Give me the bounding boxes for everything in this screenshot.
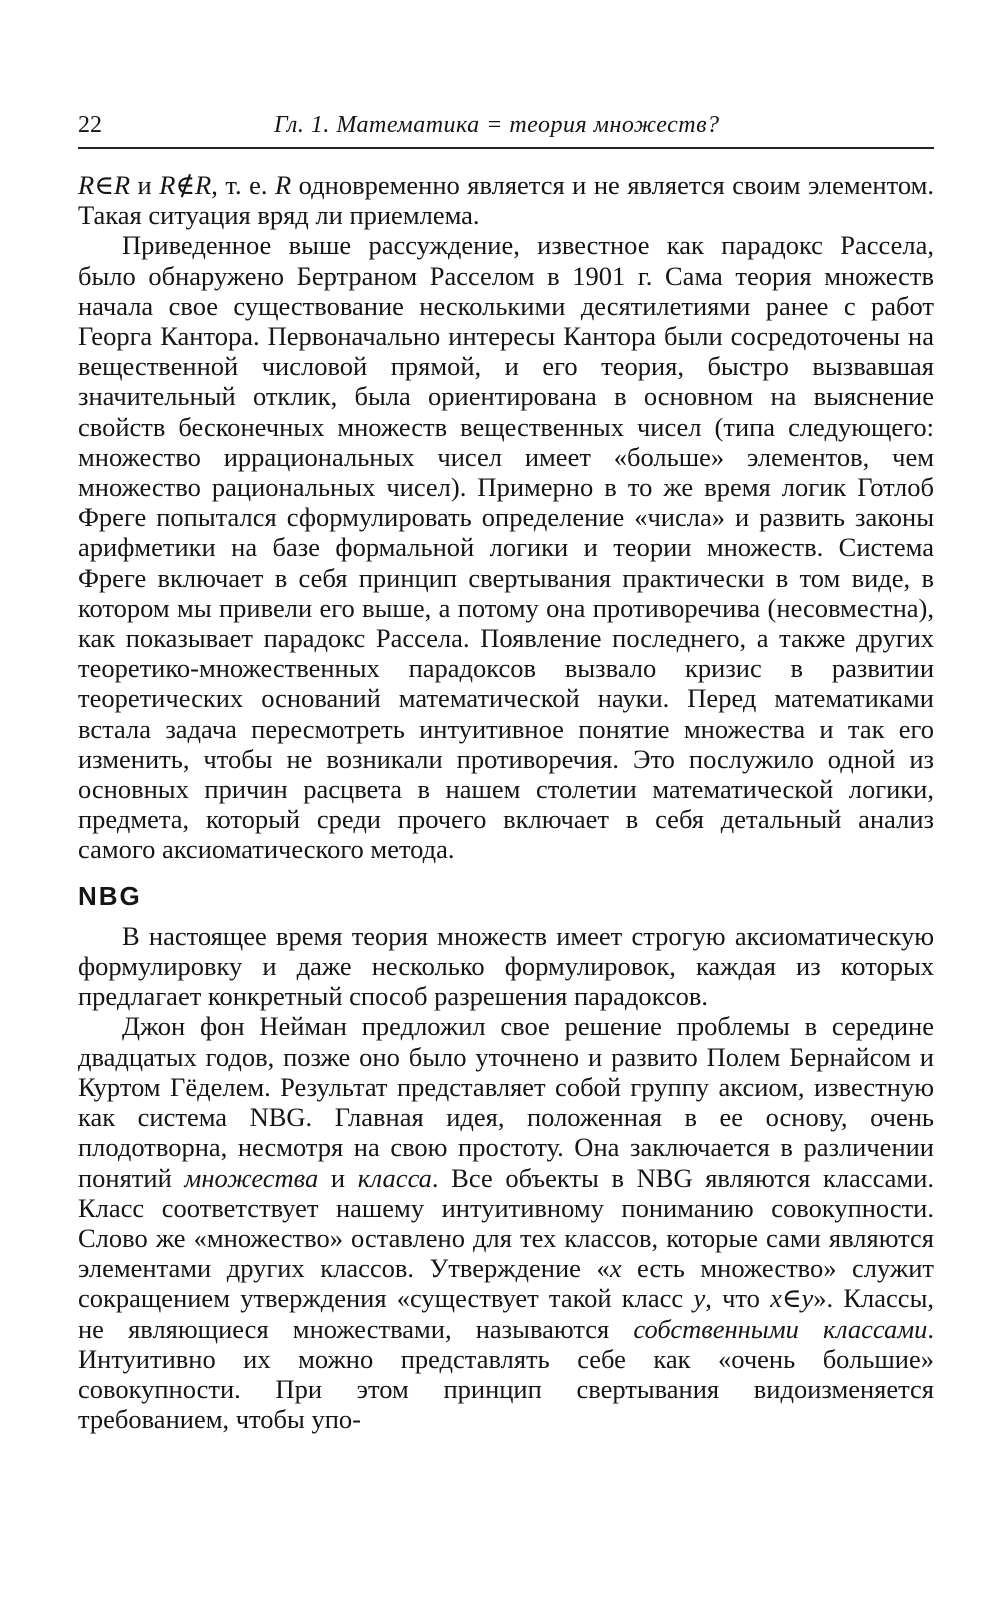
text-run: , т. е. (211, 170, 275, 200)
text-run: есть множество» служит сокращением утверждения «существует такой класс (78, 1253, 935, 1314)
header-rule (78, 147, 934, 149)
page-number: 22 (78, 112, 102, 138)
text-run: , что (705, 1283, 771, 1314)
italic-term: множества (184, 1162, 319, 1193)
text-run: и (130, 170, 160, 200)
math-expression: x∈y (770, 1283, 814, 1314)
text-run: и (318, 1162, 358, 1193)
page-header (78, 112, 934, 146)
math-var: y (693, 1283, 706, 1314)
section-title: NBG (78, 880, 142, 911)
text-run: одновременно является и не является своим элементом. Такая ситуация вряд ли приемлема. (78, 170, 934, 231)
text-run: . Все объекты в NBG являются классами. Класс соответствует нашему интуитивному пониманию совокупности. Слово же «множество» оставлено для тех классов, которые сами являются элементами других классов. Утверждение « (78, 1162, 934, 1284)
math-symbol: ∈ (94, 170, 114, 200)
text-run: . Интуитивно их можно представлять себе как «очень большие» совокупности. При этом принцип свертывания видоизменяется требованием, чтобы упо- (78, 1313, 934, 1435)
page-body (78, 170, 934, 1434)
text-run: Джон фон Нейман предложил свое решение проблемы в середине двадцатых годов, позже оно было уточнено и развито Полем Бернайсом и Куртом Гёделем. Результат представляет собой группу аксиом, известную как система NBG. Главная идея, положенная в ее основу, очень плодотворна, несмотря на свою простоту. Она заключается в различении понятий (78, 1011, 934, 1193)
math-var: R (113, 170, 130, 200)
math-var: R (195, 170, 212, 200)
math-var: x (609, 1253, 622, 1284)
italic-term: собственными классами (633, 1313, 928, 1344)
paragraph-3: В настоящее время теория множеств имеет строгую аксиоматическую формулировку и даже несколько формулировок, каждая из которых предлагает конкретный способ разрешения парадоксов. (78, 920, 934, 1012)
running-title: Гл. 1. Математика = теория множеств? (274, 112, 720, 138)
paragraph-2: Приведенное выше рассуждение, известное как парадокс Рассела, было обнаружено Бертраном Расселом в 1901 г. Сама теория множеств начала свое существование несколькими десятилетиями ранее с работ Георга Кантора. Первоначально интересы Кантора были сосредоточены на вещественной числовой прямой, и его теория, быстро вызвавшая значительный отклик, была ориентирована в основном на выяснение свойств бесконечных множеств вещественных чисел (типа следующего: множество иррациональных чисел имеет «больше» элементов, чем множество рациональных чисел). Примерно в то же время логик Готлоб Фреге попытался сформулировать определение «числа» и развить законы арифметики на базе формальной логики и теории множеств. Система Фреге включает в себя принцип свертывания практически в том виде, в котором мы привели его выше, а потому она противоречива (несовместна), как показывает парадокс Рассела. Появление последнего, а также других теоретико-множественных парадоксов вызвало кризис в развитии теоретических оснований математической науки. Перед математиками встала задача пересмотреть интуитивное понятие множества и так его изменить, чтобы не возникали противоречия. Это послужило одной из основных причин расцвета в нашем столетии математической логики, предмета, который среди прочего включает в себя детальный анализ самого аксиоматического метода. (78, 230, 934, 865)
paragraph-1 (78, 170, 934, 230)
math-var: R (78, 170, 95, 200)
paragraph-4 (78, 1011, 934, 1434)
italic-term: класса (357, 1162, 432, 1193)
math-var: R (274, 170, 292, 200)
math-symbol: ∉ (175, 170, 196, 200)
math-var: R (159, 170, 176, 200)
text-run: ». Классы, не являющиеся множествами, называются (78, 1283, 934, 1344)
